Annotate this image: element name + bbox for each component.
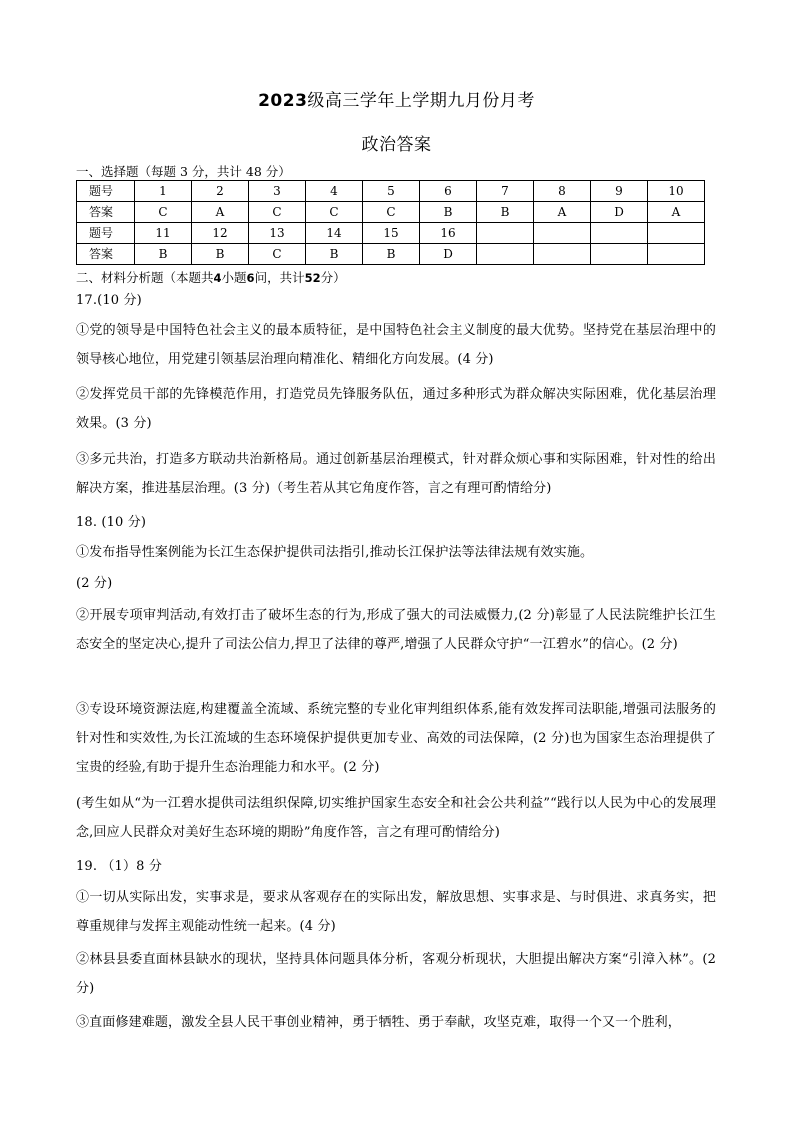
question-number: 1 bbox=[135, 181, 192, 202]
question-number: 9 bbox=[591, 181, 648, 202]
answer-cell: B bbox=[477, 202, 534, 223]
total-points: 52 bbox=[304, 271, 321, 285]
answer-cell: B bbox=[306, 244, 363, 265]
q19-point-3: ③直面修建难题，激发全县人民干事创业精神，勇于牺牲、勇于奉献，攻坚克难，取得一个又一个胜利， bbox=[76, 1015, 681, 1030]
question-number: 7 bbox=[477, 181, 534, 202]
answer-cell: B bbox=[420, 202, 477, 223]
question-count: 4 bbox=[213, 271, 222, 285]
exam-year: 2023 bbox=[258, 91, 308, 111]
q18-point-1: ①发布指导性案例能为长江生态保护提供司法指引,推动长江保护法等法律法规有效实施。 bbox=[76, 545, 594, 560]
exam-title bbox=[0, 86, 793, 111]
question-number: 15 bbox=[363, 223, 420, 244]
q19-point-2: ②林县县委直面林县缺水的现状，坚持具体问题具体分析，客观分析现状，大胆提出解决方案“引漳入林”。(2 分) bbox=[76, 952, 716, 996]
table-row bbox=[77, 244, 705, 265]
table-row bbox=[77, 223, 705, 244]
section2-heading-text: 分） bbox=[320, 270, 346, 285]
row-label-answer: 答案 bbox=[77, 244, 135, 265]
section2-heading bbox=[76, 268, 346, 286]
answer-cell: C bbox=[363, 202, 420, 223]
q17-header: 17.(10 分) bbox=[76, 293, 142, 308]
question-number: 6 bbox=[420, 181, 477, 202]
section2-heading-text: 问，共计 bbox=[254, 270, 305, 285]
table-row bbox=[77, 181, 705, 202]
question-number: 14 bbox=[306, 223, 363, 244]
answer-cell: C bbox=[306, 202, 363, 223]
answer-cell: D bbox=[591, 202, 648, 223]
empty-cell bbox=[534, 223, 591, 244]
answer-cell: A bbox=[192, 202, 249, 223]
exam-title-rest: 级高三学年上学期九月份月考 bbox=[307, 91, 535, 111]
q17-point-3: ③多元共治，打造多方联动共治新格局。通过创新基层治理模式，针对群众烦心事和实际困难，针对性的给出解决方案，推进基层治理。(3 分)（考生若从其它角度作答，言之有理可酌情给分) bbox=[76, 452, 716, 496]
answer-cell: C bbox=[249, 244, 306, 265]
q17-point-2: ②发挥党员干部的先锋模范作用，打造党员先锋服务队伍，通过多种形式为群众解决实际困难，优化基层治理效果。(3 分) bbox=[76, 387, 716, 431]
empty-cell bbox=[648, 244, 705, 265]
question-number: 16 bbox=[420, 223, 477, 244]
question-number: 10 bbox=[648, 181, 705, 202]
answer-cell: B bbox=[135, 244, 192, 265]
empty-cell bbox=[591, 223, 648, 244]
q18-header: 18. (10 分) bbox=[76, 515, 147, 530]
q18-point-1-score: (2 分) bbox=[76, 576, 113, 591]
q19-header: 19. （1）8 分 bbox=[76, 859, 162, 874]
q19-point-1: ①一切从实际出发，实事求是，要求从客观存在的实际出发，解放思想、实事求是、与时俱进、求真务实，把尊重规律与发挥主观能动性统一起来。(4 分) bbox=[76, 890, 716, 934]
answer-cell: D bbox=[420, 244, 477, 265]
section2-heading-text: 小题 bbox=[221, 270, 247, 285]
empty-cell bbox=[477, 223, 534, 244]
answer-cell: A bbox=[534, 202, 591, 223]
empty-cell bbox=[534, 244, 591, 265]
question-number: 8 bbox=[534, 181, 591, 202]
row-label-question: 题号 bbox=[77, 223, 135, 244]
section1-heading: 一、选择题（每题 3 分，共计 48 分） bbox=[76, 164, 291, 179]
q18-grading-note: (考生如从“为一江碧水提供司法组织保障,切实维护国家生态安全和社会公共利益”“践行以人民为中心的发展理念,回应人民群众对美好生态环境的期盼”角度作答，言之有理可酌情给分) bbox=[76, 796, 716, 840]
item-count: 6 bbox=[246, 271, 255, 285]
question-number: 3 bbox=[249, 181, 306, 202]
question-number: 11 bbox=[135, 223, 192, 244]
q18-point-3: ③专设环境资源法庭,构建覆盖全流域、系统完整的专业化审判组织体系,能有效发挥司法职能,增强司法服务的针对性和实效性,为长江流域的生态环境保护提供更加专业、高效的司法保障，(2 分)也为国家生态治理提供了宝贵的经验,有助于提升生态治理能力和水平。(2 分) bbox=[76, 702, 716, 775]
answer-cell: A bbox=[648, 202, 705, 223]
answer-cell: B bbox=[363, 244, 420, 265]
q18-point-2: ②开展专项审判活动,有效打击了破坏生态的行为,形成了强大的司法威慑力,(2 分)彰显了人民法院维护长江生态安全的坚定决心,提升了司法公信力,捍卫了法律的尊严,增强了人民群众守护“一江碧水”的信心。(2 分) bbox=[76, 608, 716, 652]
answer-cell: C bbox=[135, 202, 192, 223]
q17-point-1: ①党的领导是中国特色社会主义的最本质特征，是中国特色社会主义制度的最大优势。坚持党在基层治理中的领导核心地位，用党建引领基层治理向精准化、精细化方向发展。(4 分) bbox=[76, 323, 716, 367]
question-number: 13 bbox=[249, 223, 306, 244]
exam-subtitle: 政治答案 bbox=[361, 135, 432, 155]
row-label-question: 题号 bbox=[77, 181, 135, 202]
answer-cell: B bbox=[192, 244, 249, 265]
question-number: 4 bbox=[306, 181, 363, 202]
answer-table bbox=[76, 180, 705, 265]
question-number: 5 bbox=[363, 181, 420, 202]
question-number: 2 bbox=[192, 181, 249, 202]
question-number: 12 bbox=[192, 223, 249, 244]
section2-heading-text: 二、材料分析题（本题共 bbox=[76, 270, 214, 285]
empty-cell bbox=[648, 223, 705, 244]
empty-cell bbox=[591, 244, 648, 265]
empty-cell bbox=[477, 244, 534, 265]
row-label-answer: 答案 bbox=[77, 202, 135, 223]
answer-cell: C bbox=[249, 202, 306, 223]
table-row bbox=[77, 202, 705, 223]
